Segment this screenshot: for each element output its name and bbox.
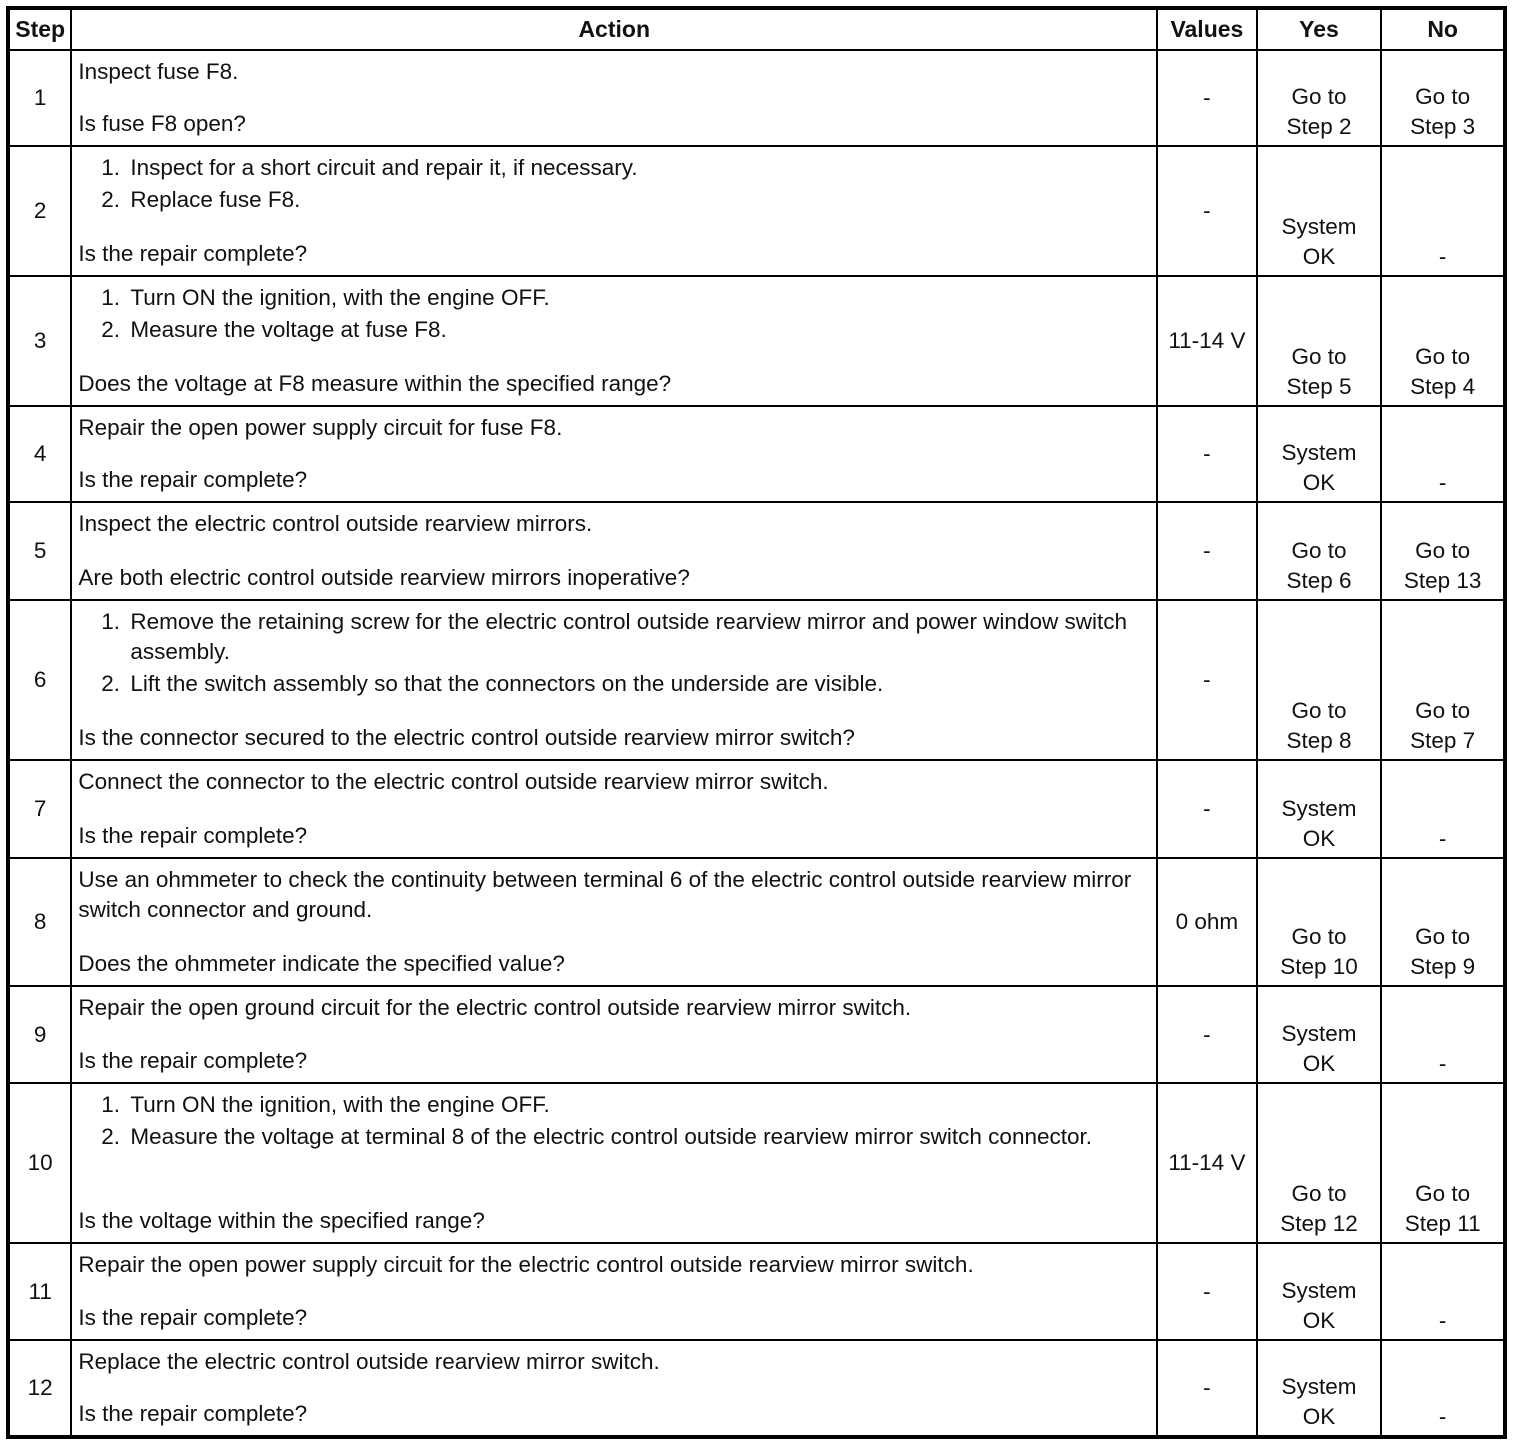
no-action: - [1438, 1051, 1447, 1076]
no-action: Go to Step 11 [1404, 1181, 1481, 1236]
yes-cell [1257, 276, 1382, 406]
step-number: 1 [8, 50, 71, 146]
no-action: Go to Step 13 [1403, 538, 1482, 593]
action-text: Repair the open power supply circuit for fuse F8. [78, 415, 563, 440]
yes-cell [1257, 146, 1382, 276]
action-question: Does the voltage at F8 measure within the specified range? [78, 371, 672, 396]
no-cell [1381, 406, 1505, 502]
action-question: Is the repair complete? [78, 241, 308, 266]
step-number: 11 [8, 1243, 71, 1340]
no-cell [1381, 146, 1505, 276]
action-instructions [78, 865, 1148, 925]
yes-cell [1257, 600, 1382, 760]
yes-cell [1257, 1083, 1382, 1243]
action-step-item: 2. Lift the switch assembly so that the connectors on the underside are visible. [126, 669, 1148, 699]
table-row [8, 1243, 1505, 1340]
action-cell [71, 406, 1157, 502]
action-instructions [78, 509, 1148, 539]
action-question: Does the ohmmeter indicate the specified value? [78, 951, 565, 976]
yes-action: System OK [1281, 1278, 1357, 1333]
action-content [78, 1090, 1148, 1236]
step-number: 12 [8, 1340, 71, 1437]
action-instructions [78, 57, 1148, 87]
action-instructions [78, 1347, 1148, 1377]
action-cell [71, 858, 1157, 986]
no-action: - [1438, 826, 1447, 851]
action-cell [71, 1340, 1157, 1437]
yes-cell [1257, 760, 1382, 858]
action-cell [71, 502, 1157, 600]
yes-cell [1257, 858, 1382, 986]
action-instructions [78, 153, 1148, 217]
action-instructions [78, 283, 1148, 347]
action-content [78, 865, 1148, 979]
action-step-item: 2. Measure the voltage at fuse F8. [126, 315, 1148, 345]
action-instructions [78, 1250, 1148, 1280]
action-step-item: 2. Measure the voltage at terminal 8 of the electric control outside rearview mirror switch connector. [126, 1122, 1148, 1152]
table-row [8, 146, 1505, 276]
no-cell [1381, 1243, 1505, 1340]
action-step-item: 1. Turn ON the ignition, with the engine OFF. [126, 283, 1148, 313]
value-cell: - [1157, 600, 1257, 760]
no-cell [1381, 986, 1505, 1083]
action-content [78, 1250, 1148, 1333]
action-content [78, 767, 1148, 851]
yes-cell [1257, 502, 1382, 600]
step-number: 8 [8, 858, 71, 986]
yes-action: Go to Step 10 [1280, 924, 1358, 979]
action-instructions [78, 1090, 1148, 1154]
step-number: 10 [8, 1083, 71, 1243]
table-row [8, 986, 1505, 1083]
yes-action: System OK [1281, 214, 1357, 269]
value-cell: 11-14 V [1157, 276, 1257, 406]
action-instructions [78, 607, 1148, 701]
yes-action: Go to Step 5 [1286, 344, 1352, 399]
table-row [8, 600, 1505, 760]
no-cell [1381, 858, 1505, 986]
action-cell [71, 760, 1157, 858]
action-question: Is the voltage within the specified range? [78, 1208, 485, 1233]
value-cell: 0 ohm [1157, 858, 1257, 986]
table-row [8, 406, 1505, 502]
no-action: Go to Step 9 [1410, 924, 1476, 979]
yes-action: System OK [1281, 440, 1357, 495]
step-number: 4 [8, 406, 71, 502]
yes-action: Go to Step 2 [1286, 84, 1352, 139]
table-row [8, 502, 1505, 600]
action-text: Repair the open ground circuit for the electric control outside rearview mirror switch. [78, 995, 912, 1020]
value-cell: - [1157, 146, 1257, 276]
yes-action: System OK [1281, 796, 1357, 851]
no-cell [1381, 760, 1505, 858]
table-row [8, 50, 1505, 146]
action-text: Connect the connector to the electric control outside rearview mirror switch. [78, 769, 829, 794]
action-step-item: 1. Remove the retaining screw for the electric control outside rearview mirror and power window switch assembly. [126, 607, 1148, 667]
action-steps-list [78, 283, 1148, 345]
action-text: Replace the electric control outside rearview mirror switch. [78, 1349, 660, 1374]
no-action: Go to Step 7 [1410, 698, 1476, 753]
no-action: Go to Step 4 [1410, 344, 1476, 399]
action-text: Repair the open power supply circuit for the electric control outside rearview mirror switch. [78, 1252, 974, 1277]
step-number: 2 [8, 146, 71, 276]
no-cell [1381, 50, 1505, 146]
step-number: 3 [8, 276, 71, 406]
action-question: Is the repair complete? [78, 1048, 308, 1073]
no-cell [1381, 276, 1505, 406]
no-action: Go to Step 3 [1410, 84, 1476, 139]
step-number: 5 [8, 502, 71, 600]
action-question: Are both electric control outside rearview mirrors inoperative? [78, 565, 690, 590]
action-cell [71, 50, 1157, 146]
no-action: - [1438, 1404, 1447, 1429]
action-text: Use an ohmmeter to check the continuity between terminal 6 of the electric control outside rearview mirror switch connector and ground. [78, 867, 1132, 922]
action-question: Is the repair complete? [78, 823, 308, 848]
action-question: Is the repair complete? [78, 467, 308, 492]
table-row [8, 1340, 1505, 1437]
action-cell [71, 600, 1157, 760]
action-steps-list [78, 1090, 1148, 1152]
table-row [8, 760, 1505, 858]
action-instructions [78, 993, 1148, 1023]
no-cell [1381, 1340, 1505, 1437]
value-cell: - [1157, 1340, 1257, 1437]
action-question: Is the repair complete? [78, 1401, 308, 1426]
action-instructions [78, 767, 1148, 797]
action-content [78, 413, 1148, 495]
action-text: Inspect the electric control outside rearview mirrors. [78, 511, 593, 536]
action-steps-list [78, 607, 1148, 699]
action-steps-list [78, 153, 1148, 215]
action-content [78, 509, 1148, 593]
value-cell: - [1157, 1243, 1257, 1340]
header-no: No [1381, 8, 1505, 50]
step-number: 7 [8, 760, 71, 858]
action-content [78, 1347, 1148, 1429]
header-values: Values [1157, 8, 1257, 50]
action-instructions [78, 413, 1148, 443]
action-content [78, 57, 1148, 139]
action-content [78, 283, 1148, 399]
no-action: - [1438, 1308, 1447, 1333]
yes-action: Go to Step 12 [1280, 1181, 1358, 1236]
value-cell: - [1157, 986, 1257, 1083]
no-cell [1381, 1083, 1505, 1243]
value-cell: - [1157, 406, 1257, 502]
table-row [8, 1083, 1505, 1243]
header-action: Action [71, 8, 1157, 50]
step-number: 6 [8, 600, 71, 760]
value-cell: - [1157, 50, 1257, 146]
action-question: Is the repair complete? [78, 1305, 308, 1330]
diagnostic-table [6, 6, 1507, 1439]
no-cell [1381, 600, 1505, 760]
action-cell [71, 276, 1157, 406]
header-step: Step [8, 8, 71, 50]
yes-action: Go to Step 8 [1286, 698, 1352, 753]
value-cell: 11-14 V [1157, 1083, 1257, 1243]
yes-cell [1257, 1243, 1382, 1340]
yes-action: System OK [1281, 1374, 1357, 1429]
yes-cell [1257, 986, 1382, 1083]
action-content [78, 607, 1148, 753]
action-content [78, 993, 1148, 1076]
action-cell [71, 1083, 1157, 1243]
action-question: Is fuse F8 open? [78, 111, 246, 136]
yes-cell [1257, 1340, 1382, 1437]
yes-cell [1257, 406, 1382, 502]
no-action: - [1438, 470, 1447, 495]
step-number: 9 [8, 986, 71, 1083]
action-content [78, 153, 1148, 269]
action-question: Is the connector secured to the electric control outside rearview mirror switch? [78, 725, 855, 750]
action-cell [71, 1243, 1157, 1340]
action-step-item: 2. Replace fuse F8. [126, 185, 1148, 215]
value-cell: - [1157, 502, 1257, 600]
value-cell: - [1157, 760, 1257, 858]
header-row [8, 8, 1505, 50]
action-text: Inspect fuse F8. [78, 59, 239, 84]
yes-action: System OK [1281, 1021, 1357, 1076]
yes-action: Go to Step 6 [1286, 538, 1352, 593]
table-row [8, 276, 1505, 406]
action-step-item: 1. Turn ON the ignition, with the engine OFF. [126, 1090, 1148, 1120]
no-action: - [1438, 244, 1447, 269]
action-step-item: 1. Inspect for a short circuit and repair it, if necessary. [126, 153, 1148, 183]
table-row [8, 858, 1505, 986]
no-cell [1381, 502, 1505, 600]
action-cell [71, 986, 1157, 1083]
header-yes: Yes [1257, 8, 1382, 50]
action-cell [71, 146, 1157, 276]
yes-cell [1257, 50, 1382, 146]
